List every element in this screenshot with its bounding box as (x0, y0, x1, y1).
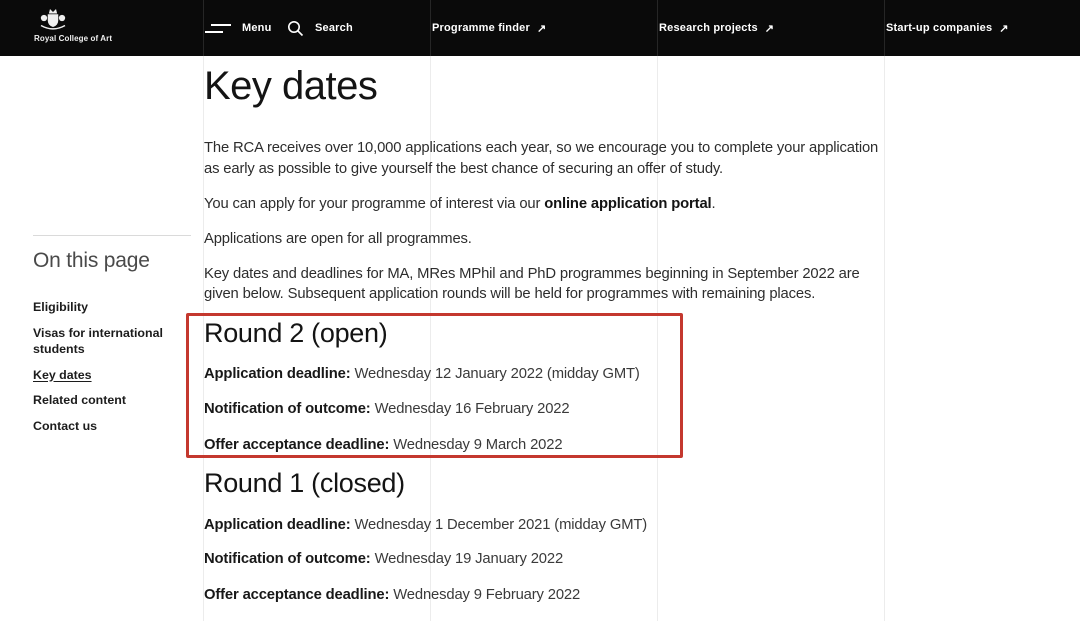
online-application-portal-link[interactable]: online application portal (544, 196, 712, 213)
entry-value: Wednesday 19 January 2022 (374, 551, 564, 568)
intro-paragraph-2 (204, 194, 892, 215)
header-link-programme-finder[interactable] (432, 0, 546, 56)
link-label: Start-up companies (886, 22, 993, 34)
sidebar-item-visas[interactable]: Visas for international students (33, 325, 163, 356)
sidebar-item-key-dates[interactable]: Key dates (33, 367, 92, 382)
sidebar-item-related-content[interactable]: Related content (33, 393, 126, 407)
entry-label: Application deadline: (204, 366, 351, 383)
external-link-arrow-icon: ↗ (536, 22, 547, 35)
on-this-page-nav (33, 299, 189, 443)
external-link-arrow-icon: ↗ (999, 22, 1009, 35)
round-2-offer-acceptance-deadline (204, 435, 892, 456)
round-1-notification-of-outcome (204, 549, 892, 570)
round-2-notification-of-outcome (204, 399, 892, 420)
page-title: Key dates (204, 64, 378, 108)
round-2-application-deadline (204, 364, 892, 385)
header-divider (203, 0, 204, 56)
round-1-application-deadline (204, 515, 892, 536)
menu-button[interactable] (205, 0, 272, 56)
external-link-arrow-icon: ↗ (764, 22, 774, 35)
sidebar-item-contact-us[interactable]: Contact us (33, 418, 98, 433)
entry-label: Notification of outcome: (204, 400, 371, 417)
logo-wordmark: Royal College of Art (34, 34, 113, 43)
header-link-startup-companies[interactable] (886, 0, 1009, 56)
entry-label: Application deadline: (204, 516, 351, 533)
round-2-title: Round 2 (open) (204, 318, 388, 349)
entry-value: Wednesday 9 February 2022 (393, 587, 581, 603)
round-1-section (204, 468, 892, 605)
header-divider (884, 0, 885, 56)
entry-value: Wednesday 12 January 2022 (midday GMT) (354, 366, 640, 383)
hamburger-menu-icon (205, 24, 231, 33)
entry-value: Wednesday 16 February 2022 (374, 400, 570, 417)
search-label: Search (315, 22, 353, 34)
entry-label: Notification of outcome: (204, 551, 371, 568)
entry-value: Wednesday 9 March 2022 (393, 436, 563, 453)
search-button[interactable] (287, 0, 353, 56)
on-this-page-title: On this page (33, 249, 150, 272)
paragraph-text: . (711, 196, 716, 213)
paragraph-text: You can apply for your programme of interest via our (204, 196, 545, 213)
entry-label: Offer acceptance deadline: (204, 587, 390, 603)
header-link-research-projects[interactable] (659, 0, 774, 56)
intro-paragraph-3: Applications are open for all programmes. (204, 230, 472, 247)
sidebar-item-eligibility[interactable]: Eligibility (33, 300, 89, 314)
header-divider (657, 0, 658, 56)
round-1-title: Round 1 (closed) (204, 468, 405, 499)
intro-paragraph-1: The RCA receives over 10,000 applications each year, so we encourage you to complete your application as early as possible to give yourself the best chance of securing an offer of study. (204, 139, 879, 177)
intro-paragraph-4: Key dates and deadlines for MA, MRes MPhil and PhD programmes beginning in September 2022 are given below. Subsequent application rounds will be held for programmes with remaining places. (204, 265, 860, 303)
round-1-offer-acceptance-deadline (204, 585, 892, 606)
main-content (204, 56, 892, 606)
link-label: Research projects (659, 22, 758, 34)
entry-label: Offer acceptance deadline: (204, 436, 390, 453)
top-nav-bar (0, 0, 1080, 56)
link-label: Programme finder (432, 22, 530, 34)
entry-value: Wednesday 1 December 2021 (midday GMT) (354, 516, 648, 533)
rca-logo[interactable] (34, 8, 112, 43)
menu-label: Menu (242, 22, 272, 34)
rca-crest-icon (38, 8, 68, 31)
search-icon (287, 20, 304, 37)
sidebar-divider (33, 235, 191, 236)
header-divider (430, 0, 431, 56)
round-2-section (204, 318, 892, 455)
